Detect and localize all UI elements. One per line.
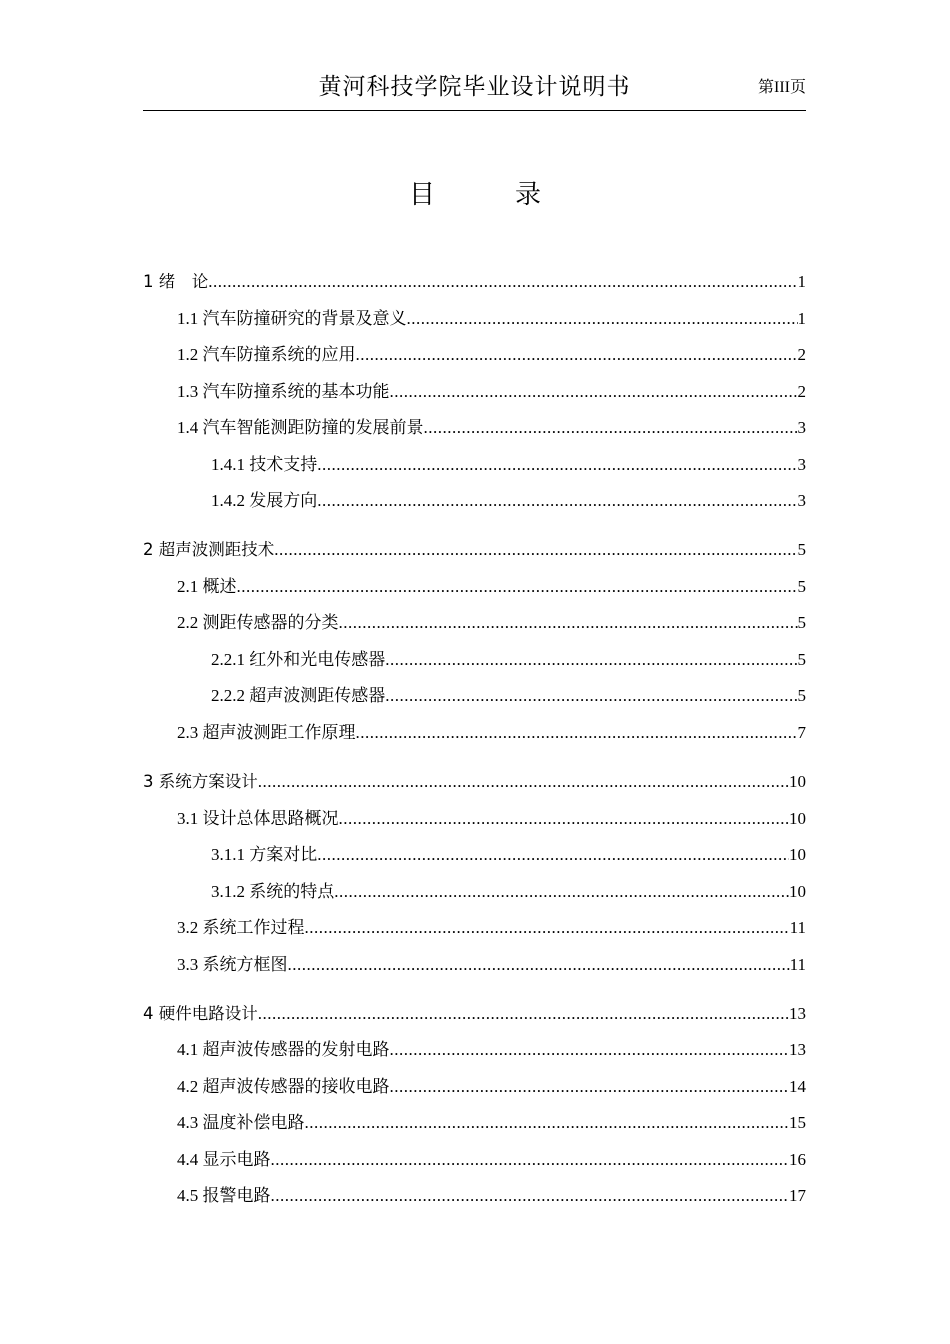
toc-entry-page: 13 — [789, 1004, 806, 1023]
toc-entry-label: 3.3 系统方框图 — [177, 955, 288, 974]
toc-entry-subsection[interactable] — [143, 648, 806, 672]
toc-leader — [237, 575, 798, 599]
toc-entry-subsection[interactable] — [143, 880, 806, 904]
toc-entry-section[interactable] — [143, 721, 806, 745]
toc-leader — [339, 611, 798, 635]
toc-leader — [317, 843, 789, 867]
toc-leader — [424, 416, 798, 440]
toc-entry-label: 1.3 汽车防撞系统的基本功能 — [177, 382, 390, 401]
toc-leader — [288, 953, 790, 977]
toc-leader — [258, 770, 789, 794]
toc-leader — [305, 1111, 790, 1135]
toc-entry-chapter[interactable] — [143, 270, 806, 294]
toc-entry-label: 4.1 超声波传感器的发射电路 — [177, 1040, 390, 1059]
header-title: 黄河科技学院毕业设计说明书 — [318, 74, 631, 100]
toc-leader — [390, 1038, 790, 1062]
toc-entry-label: 1.1 汽车防撞研究的背景及意义 — [177, 309, 407, 328]
toc-entry-page: 11 — [789, 918, 806, 937]
toc-entry-chapter[interactable] — [143, 770, 806, 794]
toc-entry-section[interactable] — [143, 916, 806, 940]
toc-entry-section[interactable] — [143, 380, 806, 404]
toc-entry-label: 2.3 超声波测距工作原理 — [177, 723, 356, 742]
toc-leader — [271, 1148, 790, 1172]
toc-entry-subsection[interactable] — [143, 489, 806, 513]
toc-leader — [334, 880, 789, 904]
header-page-number: 第III页 — [758, 79, 806, 96]
toc-entry-page: 7 — [797, 723, 806, 742]
toc-entry-page: 3 — [797, 491, 806, 510]
toc-entry-label: 1.4 汽车智能测距防撞的发展前景 — [177, 418, 424, 437]
toc-entry-page: 17 — [789, 1186, 806, 1205]
toc-entry-section[interactable] — [143, 1038, 806, 1062]
toc-entry-label: 2.1 概述 — [177, 577, 237, 596]
toc-entry-label: 1 绪 论 — [143, 272, 209, 291]
toc-entry-page: 5 — [797, 650, 806, 669]
toc-entry-page: 5 — [797, 577, 806, 596]
toc-entry-page: 10 — [789, 772, 806, 791]
toc-entry-section[interactable] — [143, 1148, 806, 1172]
toc-entry-section[interactable] — [143, 575, 806, 599]
toc-entry-section[interactable] — [143, 611, 806, 635]
toc-entry-label: 4.2 超声波传感器的接收电路 — [177, 1077, 390, 1096]
toc-leader — [356, 721, 798, 745]
toc-entry-label: 1.4.2 发展方向 — [211, 491, 318, 510]
toc-entry-page: 5 — [797, 540, 806, 559]
toc-leader — [305, 916, 790, 940]
toc-entry-label: 3.1 设计总体思路概况 — [177, 809, 339, 828]
toc-entry-section[interactable] — [143, 807, 806, 831]
toc-entry-page: 2 — [797, 382, 806, 401]
toc-entry-page: 2 — [797, 345, 806, 364]
toc-entry-page: 10 — [789, 809, 806, 828]
toc-title — [0, 174, 950, 211]
toc-entry-label: 3.2 系统工作过程 — [177, 918, 305, 937]
toc-entry-page: 3 — [797, 455, 806, 474]
toc-entry-label: 3 系统方案设计 — [143, 772, 258, 791]
toc-entry-label: 2.2.2 超声波测距传感器 — [211, 686, 386, 705]
toc-entry-page: 1 — [797, 309, 806, 328]
toc-leader — [208, 270, 797, 294]
toc-title-char: 目 — [408, 180, 435, 210]
toc-entry-label: 2 超声波测距技术 — [143, 540, 275, 559]
toc-entry-page: 3 — [797, 418, 806, 437]
toc-entry-page: 10 — [789, 882, 806, 901]
toc-entry-page: 16 — [789, 1150, 806, 1169]
toc-entry-page: 11 — [789, 955, 806, 974]
toc-entry-page: 5 — [797, 613, 806, 632]
toc-entry-section[interactable] — [143, 1111, 806, 1135]
toc-entry-chapter[interactable] — [143, 538, 806, 562]
toc-entry-page: 13 — [789, 1040, 806, 1059]
toc-leader — [274, 538, 797, 562]
toc-entry-label: 3.1.1 方案对比 — [211, 845, 318, 864]
toc-entry-section[interactable] — [143, 307, 806, 331]
toc-leader — [407, 307, 798, 331]
toc-entry-label: 1.2 汽车防撞系统的应用 — [177, 345, 356, 364]
toc-entry-section[interactable] — [143, 953, 806, 977]
toc-entry-label: 1.4.1 技术支持 — [211, 455, 318, 474]
toc-entry-chapter[interactable] — [143, 1002, 806, 1026]
toc-entry-page: 1 — [797, 272, 806, 291]
toc-title-char: 录 — [515, 180, 542, 210]
toc-leader — [356, 343, 798, 367]
toc-entry-section[interactable] — [143, 1184, 806, 1208]
toc-entry-label: 4 硬件电路设计 — [143, 1004, 258, 1023]
toc-entry-label: 4.5 报警电路 — [177, 1186, 271, 1205]
toc-entry-label: 3.1.2 系统的特点 — [211, 882, 335, 901]
toc-leader — [317, 489, 797, 513]
toc-entry-label: 4.3 温度补偿电路 — [177, 1113, 305, 1132]
toc-leader — [385, 648, 797, 672]
page-header — [143, 64, 806, 111]
toc-entry-page: 5 — [797, 686, 806, 705]
toc-entry-page: 10 — [789, 845, 806, 864]
toc-leader — [258, 1002, 789, 1026]
toc-leader — [385, 684, 797, 708]
toc-leader — [317, 453, 797, 477]
toc-leader — [271, 1184, 790, 1208]
toc-leader — [339, 807, 790, 831]
toc-leader — [390, 1075, 790, 1099]
toc-entry-subsection[interactable] — [143, 843, 806, 867]
toc-entry-page: 14 — [789, 1077, 806, 1096]
toc-entry-section[interactable] — [143, 416, 806, 440]
toc-entry-subsection[interactable] — [143, 684, 806, 708]
toc-entry-section[interactable] — [143, 343, 806, 367]
toc-entry-label: 2.2 测距传感器的分类 — [177, 613, 339, 632]
toc-leader — [390, 380, 798, 404]
toc-entry-label: 4.4 显示电路 — [177, 1150, 271, 1169]
toc-entry-page: 15 — [789, 1113, 806, 1132]
toc-entry-section[interactable] — [143, 1075, 806, 1099]
toc-entry-subsection[interactable] — [143, 453, 806, 477]
toc-entry-label: 2.2.1 红外和光电传感器 — [211, 650, 386, 669]
